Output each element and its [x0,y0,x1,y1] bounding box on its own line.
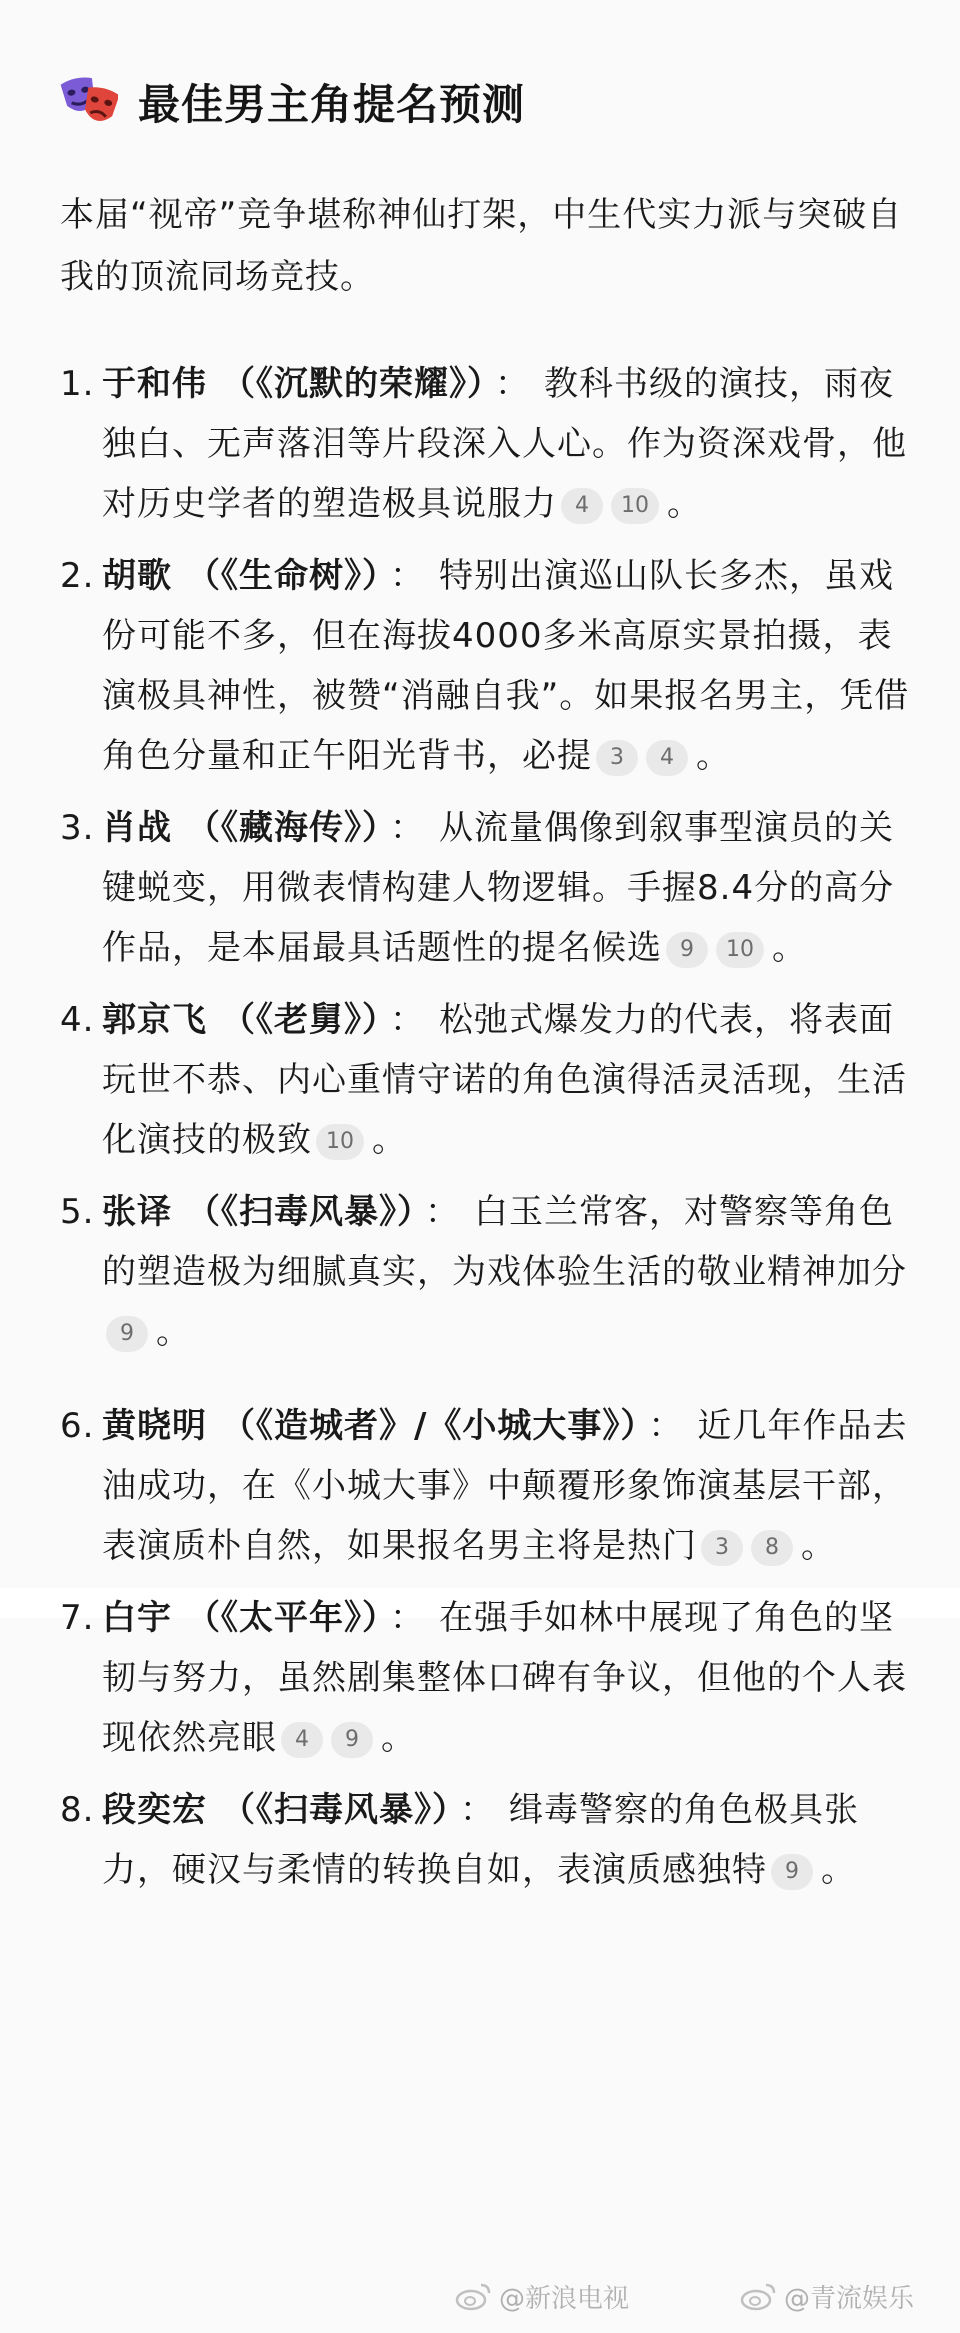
intro-paragraph: 本届“视帝”竞争堪称神仙打架，中生代实力派与突破自我的顶流同场竞技。 [60,195,903,297]
item-number: 3. [60,808,95,848]
list-item [60,546,910,786]
list-item [60,354,910,534]
reference-badges [102,1312,152,1352]
actor-name: 白宇 [102,1598,172,1638]
weibo-logo-icon [740,2281,778,2311]
item-description: 在强手如林中展现了角色的坚韧与努力，虽然剧集整体口碑有争议，但他的个人表现依然亮眼 [102,1598,907,1758]
drama-title: （《造城者》/《小城大事》） [221,1406,639,1446]
reference-badges [312,1120,368,1160]
nominee-list [60,354,910,1912]
item-number: 4. [60,1000,95,1040]
actor-name: 肖战 [102,808,172,848]
item-end-punctuation: 。 [821,1850,856,1890]
actor-name: 张译 [102,1192,172,1232]
item-number: 1. [60,364,95,404]
page-title: 最佳男主角提名预测 [138,80,526,129]
list-item [60,1182,910,1362]
performing-arts-masks-icon [60,73,118,131]
list-item [60,1588,910,1768]
item-description: 从流量偶像到叙事型演员的关键蜕变，用微表情构建人物逻辑。手握8.4分的高分作品，是本届最具话题性的提名候选 [102,808,895,968]
drama-title: （《太平年》） [186,1598,380,1638]
list-item [60,798,910,978]
reference-badge[interactable]: 3 [596,740,638,776]
drama-title: （《藏海传》） [186,808,380,848]
item-colon: ： [390,1598,425,1638]
reference-badge[interactable]: 10 [716,932,764,968]
list-item [60,990,910,1170]
item-description: 近几年作品去油成功，在《小城大事》中颠覆形象饰演基层干部，表演质朴自然，如果报名男主将是热门 [102,1406,908,1566]
watermark-qingliu [740,2276,914,2316]
heading [60,70,525,134]
item-description: 松弛式爆发力的代表，将表面玩世不恭、内心重情守诺的角色演得活灵活现，生活化演技的极致 [102,1000,907,1160]
actor-name: 于和伟 [102,364,207,404]
drama-title: （《老舅》） [221,1000,380,1040]
reference-badge[interactable]: 8 [751,1530,793,1566]
item-end-punctuation: 。 [801,1526,836,1566]
reference-badge[interactable]: 9 [771,1854,813,1890]
actor-name: 段奕宏 [102,1790,207,1830]
reference-badge[interactable]: 10 [611,488,659,524]
item-colon: ： [460,1790,495,1830]
reference-badges [697,1526,797,1566]
item-number: 6. [60,1406,95,1446]
item-colon: ： [390,808,425,848]
reference-badge[interactable]: 4 [646,740,688,776]
weibo-logo-icon [455,2281,493,2311]
item-description: 教科书级的演技，雨夜独白、无声落泪等片段深入人心。作为资深戏骨，他对历史学者的塑造极具说服力 [102,364,907,524]
reference-badge[interactable]: 10 [316,1124,364,1160]
item-end-punctuation: 。 [372,1120,407,1160]
reference-badges [592,736,692,776]
drama-title: （《扫毒风暴》） [186,1192,415,1232]
item-end-punctuation: 。 [381,1718,416,1758]
list-item [60,1396,910,1576]
list-item [60,1780,910,1900]
reference-badges [662,928,768,968]
item-number: 2. [60,556,95,596]
item-end-punctuation: 。 [156,1312,191,1352]
reference-badge[interactable]: 4 [281,1722,323,1758]
item-colon: ： [390,1000,425,1040]
watermark-text: @新浪电视 [499,2283,630,2314]
item-number: 8. [60,1790,95,1830]
reference-badge[interactable]: 9 [106,1316,148,1352]
item-colon: ： [495,364,530,404]
actor-name: 黄晓明 [102,1406,207,1446]
reference-badges [767,1850,817,1890]
drama-title: （《扫毒风暴》） [221,1790,450,1830]
reference-badge[interactable]: 9 [331,1722,373,1758]
actor-name: 郭京飞 [102,1000,207,1040]
item-colon: ： [648,1406,684,1446]
item-description: 缉毒警察的角色极具张力，硬汉与柔情的转换自如，表演质感独特 [102,1790,859,1890]
drama-title: （《沉默的荣耀》） [221,364,485,404]
item-end-punctuation: 。 [696,736,731,776]
item-description: 特别出演巡山队长多杰，虽戏份可能不多，但在海拔4000多米高原实景拍摄，表演极具神性，被赞“消融自我”。如果报名男主，凭借角色分量和正午阳光背书，必提 [102,556,910,776]
item-end-punctuation: 。 [667,484,702,524]
item-colon: ： [425,1192,460,1232]
reference-badge[interactable]: 4 [561,488,603,524]
watermark-sina-tv [455,2276,629,2316]
reference-badges [557,484,663,524]
reference-badge[interactable]: 3 [701,1530,743,1566]
reference-badges [277,1718,377,1758]
reference-badge[interactable]: 9 [666,932,708,968]
actor-name: 胡歌 [102,556,172,596]
item-description: 白玉兰常客，对警察等角色的塑造极为细腻真实，为戏体验生活的敬业精神加分 [102,1192,907,1292]
item-colon: ： [390,556,425,596]
item-number: 5. [60,1192,95,1232]
item-number: 7. [60,1598,95,1638]
item-end-punctuation: 。 [772,928,807,968]
drama-title: （《生命树》） [186,556,380,596]
watermark-text: @青流娱乐 [784,2283,915,2314]
